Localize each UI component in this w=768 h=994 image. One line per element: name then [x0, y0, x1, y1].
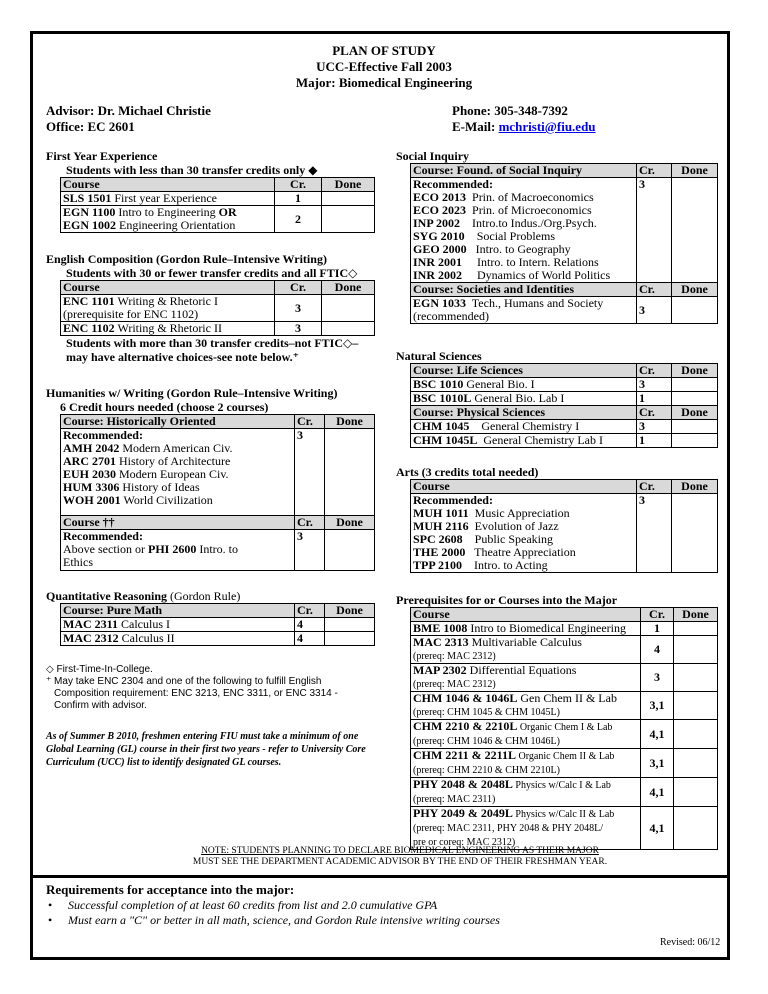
social-section: [396, 149, 726, 324]
done-cell[interactable]: [325, 530, 375, 571]
done-cell[interactable]: [322, 206, 375, 233]
nat-title: Natural Sciences: [396, 349, 482, 363]
email-line: [452, 119, 596, 135]
table-row: MAC 2313 Multivariable Calculus (prereq: MAC 2312) 4: [411, 636, 718, 664]
humanities-section: [46, 386, 386, 571]
col-done: Done: [672, 406, 718, 420]
col-done: Done: [672, 364, 718, 378]
col-course: Course: Historically Oriented: [61, 415, 295, 429]
table-row: EGN 1100 Intro to Engineering OR EGN 1002 Engineering Orientation 2: [61, 206, 375, 233]
prereq-section: [396, 593, 726, 850]
col-course: Course ††: [61, 516, 295, 530]
table-row: PHY 2048 & 2048L Physics w/Calc I & Lab (prereq: MAC 2311) 4,1: [411, 778, 718, 807]
col-cr: Cr.: [637, 164, 672, 178]
done-cell[interactable]: [674, 636, 718, 664]
revised-date: Revised: 06/12: [660, 937, 721, 948]
done-cell[interactable]: [672, 434, 718, 448]
table-row: BME 1008 Intro to Biomedical Engineering 1: [411, 622, 718, 636]
col-cr: Cr.: [641, 608, 674, 622]
english-table: [60, 280, 375, 336]
arts-title: Arts (3 credits total needed): [396, 465, 539, 479]
english-subtitle: Students with 30 or fewer transfer credits and all FTIC◇: [66, 266, 358, 280]
quant-section: [46, 589, 386, 646]
done-cell[interactable]: [322, 295, 375, 322]
doc-effective: UCC-Effective Fall 2003: [316, 59, 452, 74]
quant-table: [60, 603, 375, 646]
table-row: BSC 1010L General Bio. Lab I 1: [411, 392, 718, 406]
done-cell[interactable]: [674, 778, 718, 807]
col-done: Done: [674, 608, 718, 622]
done-cell[interactable]: [322, 192, 375, 206]
table-row: SLS 1501 First year Experience 1: [61, 192, 375, 206]
col-done: Done: [325, 604, 375, 618]
col-done: Done: [672, 480, 718, 494]
fye-subtitle: Students with less than 30 transfer credits only ◆: [66, 163, 318, 177]
declare-note: [120, 846, 680, 868]
note-enc3: Confirm with advisor.: [54, 700, 147, 711]
table-row: EGN 1033 Tech., Humans and Society (recommended) 3: [411, 297, 718, 324]
table-row: CHM 1046 & 1046L Gen Chem II & Lab (prereq: CHM 1045 & CHM 1045L) 3,1: [411, 692, 718, 720]
note-enc2: Composition requirement: ENC 3213, ENC 3311, or ENC 3314 -: [54, 688, 338, 699]
col-course: Course: [411, 608, 641, 622]
email-link[interactable]: mchristi@fiu.edu: [498, 119, 596, 134]
col-cr: Cr.: [637, 406, 672, 420]
done-cell[interactable]: [674, 692, 718, 720]
col-done: Done: [672, 164, 718, 178]
natsci-section: [396, 349, 726, 448]
col-cr: Cr.: [295, 604, 325, 618]
quant-title2: (Gordon Rule): [167, 589, 241, 603]
prereq-title: Prerequisites for or Courses into the Major: [396, 593, 618, 607]
doc-major: Major: Biomedical Engineering: [295, 75, 473, 90]
english-section: [46, 252, 386, 364]
col-cr: Cr.: [295, 415, 325, 429]
arts-table: [410, 479, 718, 573]
table-row: Recommended: MUH 1011 Music Appreciation MUH 2116 Evolution of Jazz SPC 2608 Public Speaking THE 2000 Theatre Appreciation TPP 2100 Intro. to Acting 3: [411, 494, 718, 573]
col-done: Done: [325, 415, 375, 429]
done-cell[interactable]: [672, 392, 718, 406]
table-row: ENC 1102 Writing & Rhetoric II 3: [61, 322, 375, 336]
done-cell[interactable]: [674, 664, 718, 692]
done-cell[interactable]: [674, 622, 718, 636]
done-cell[interactable]: [674, 807, 718, 850]
arts-section: [396, 465, 726, 573]
social-title: Social Inquiry: [396, 149, 470, 163]
table-row: MAP 2302 Differential Equations (prereq: MAC 2312) 3: [411, 664, 718, 692]
table-row: BSC 1010 General Bio. I 3: [411, 378, 718, 392]
done-cell[interactable]: [325, 618, 375, 632]
col-done: Done: [322, 281, 375, 295]
note-ftic: ◇ First-Time-In-College.: [46, 664, 153, 675]
table-row: ENC 1101 Writing & Rhetoric I (prerequisite for ENC 1102) 3: [61, 295, 375, 322]
advisor: Advisor: Dr. Michael Christie: [46, 103, 211, 118]
col-done: Done: [672, 283, 718, 297]
social-table: [410, 163, 718, 324]
table-row: Recommended: AMH 2042 Modern American Civ. ARC 2701 History of Architecture EUH 2030 Modern European Civ. HUM 3306 History of Ideas WOH 2001 World Civilization 3: [61, 429, 375, 516]
prereq-table: [410, 607, 718, 850]
done-cell[interactable]: [672, 297, 718, 324]
table-row: CHM 1045 General Chemistry I 3: [411, 420, 718, 434]
col-cr: Cr.: [295, 516, 325, 530]
quant-title: Quantitative Reasoning: [46, 589, 168, 603]
done-cell[interactable]: [674, 720, 718, 749]
table-row: Recommended: Above section or PHI 2600 Intro. to Ethics 3: [61, 530, 375, 571]
table-row: CHM 1045L General Chemistry Lab I 1: [411, 434, 718, 448]
done-cell[interactable]: [325, 429, 375, 516]
col-course: Course: Societies and Identities: [411, 283, 637, 297]
hum-subtitle: 6 Credit hours needed (choose 2 courses): [60, 400, 269, 414]
col-course: Course: Life Sciences: [411, 364, 637, 378]
done-cell[interactable]: [672, 494, 718, 573]
table-row: Recommended: ECO 2013 Prin. of Macroeconomics ECO 2023 Prin. of Microeconomics INP 2002 Intro.to Indus./Org.Psych. SYG 2010 Social Problems GEO 2000 Intro. to Geography INR 2001 Intro. to Intern. Relations INR 2002 Dynamics of World Politics 3: [411, 178, 718, 283]
done-cell[interactable]: [674, 749, 718, 778]
col-cr: Cr.: [275, 281, 322, 295]
fye-table: [60, 177, 375, 233]
done-cell[interactable]: [672, 378, 718, 392]
table-row: MAC 2312 Calculus II 4: [61, 632, 375, 646]
table-row: CHM 2210 & 2210L Organic Chem I & Lab (prereq: CHM 1046 & CHM 1046L) 4,1: [411, 720, 718, 749]
req-bullet-2: • Must earn a "C" or better in all math, science, and Gordon Rule intensive writing courses: [48, 913, 500, 927]
note-enc: ⁺ May take ENC 2304 and one of the following to fulfill English: [46, 676, 322, 687]
done-cell[interactable]: [322, 322, 375, 336]
doc-title: PLAN OF STUDY: [332, 43, 436, 58]
col-course: Course: Pure Math: [61, 604, 295, 618]
req-title: Requirements for acceptance into the major:: [46, 882, 295, 897]
done-cell[interactable]: [325, 632, 375, 646]
col-course: Course: [411, 480, 637, 494]
declare-note-line2: MUST SEE THE DEPARTMENT ACADEMIC ADVISOR BY THE END OF THEIR FRESHMAN YEAR.: [192, 857, 608, 867]
fye-section: [46, 149, 376, 233]
col-course: Course: [61, 281, 275, 295]
english-title: English Composition (Gordon Rule–Intensive Writing): [46, 252, 327, 266]
office: Office: EC 2601: [46, 119, 135, 134]
col-course: Course: Physical Sciences: [411, 406, 637, 420]
col-done: Done: [325, 516, 375, 530]
col-cr: Cr.: [637, 364, 672, 378]
gl-note: As of Summer B 2010, freshmen entering FIU must take a minimum of one Global Learning (GL) course in their first two years - refer to University Core Curriculum (UCC) list to identify designated GL courses.: [46, 731, 366, 768]
col-cr: Cr.: [275, 178, 322, 192]
col-cr: Cr.: [637, 283, 672, 297]
col-course: Course: Found. of Social Inquiry: [411, 164, 637, 178]
english-note2: may have alternative choices-see note below.⁺: [66, 350, 299, 364]
table-row: CHM 2211 & 2211L Organic Chem II & Lab (prereq: CHM 2210 & CHM 2210L) 3,1: [411, 749, 718, 778]
table-row: MAC 2311 Calculus I 4: [61, 618, 375, 632]
nat-table: [410, 363, 718, 448]
table-row: PHY 2049 & 2049L Physics w/Calc II & Lab (prereq: MAC 2311, PHY 2048 & PHY 2048L/ pre or coreq: MAC 2312) 4,1: [411, 807, 718, 850]
col-cr: Cr.: [637, 480, 672, 494]
phone: Phone: 305-348-7392: [452, 103, 568, 118]
done-cell[interactable]: [672, 420, 718, 434]
divider: [33, 875, 727, 878]
col-done: Done: [322, 178, 375, 192]
hum-table: [60, 414, 375, 571]
fye-title: First Year Experience: [46, 149, 158, 163]
hum-title: Humanities w/ Writing (Gordon Rule–Intensive Writing): [46, 386, 338, 400]
english-note1: Students with more than 30 transfer credits–not FTIC◇–: [66, 336, 359, 350]
col-course: Course: [61, 178, 275, 192]
email-label: E-Mail:: [452, 119, 499, 134]
req-bullet-1: • Successful completion of at least 60 credits from list and 2.0 cumulative GPA: [48, 898, 438, 912]
done-cell[interactable]: [672, 178, 718, 283]
declare-note-line1: NOTE: STUDENTS PLANNING TO DECLARE BIOMEDICAL ENGINEERING AS THEIR MAJOR: [201, 846, 599, 856]
footnotes: [46, 664, 376, 712]
